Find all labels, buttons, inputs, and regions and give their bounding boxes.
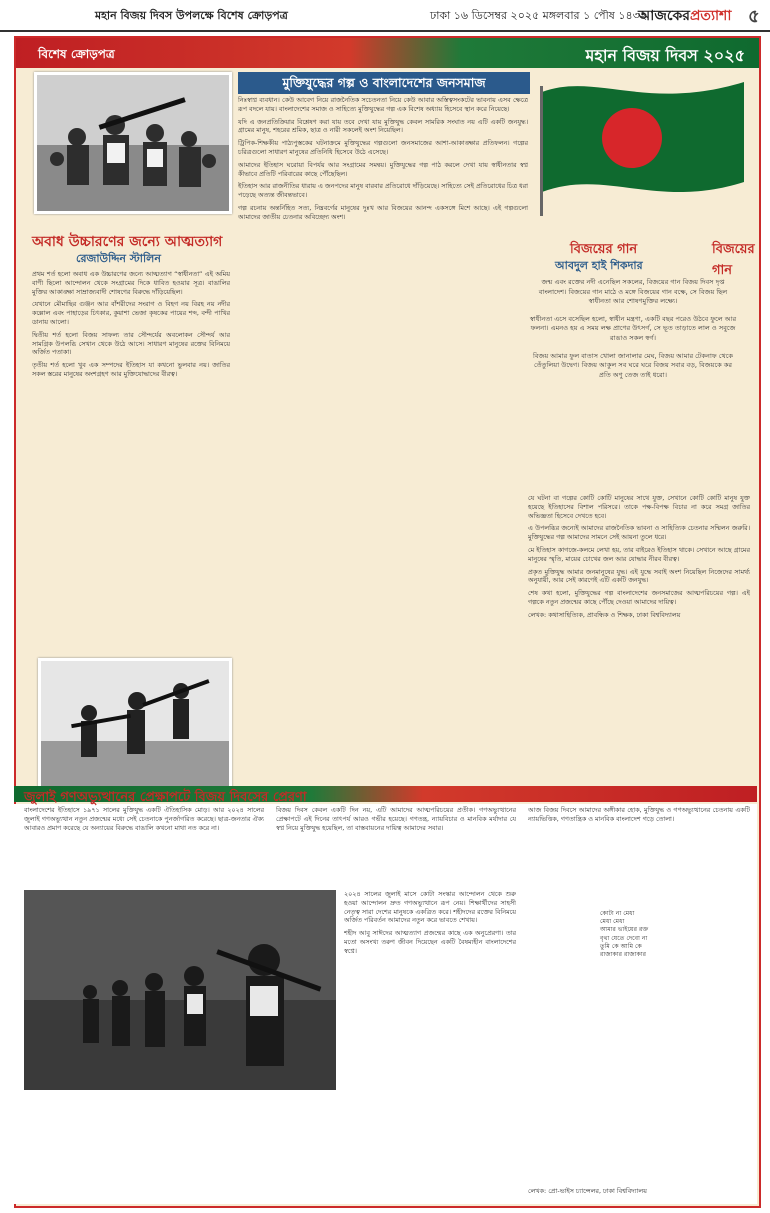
logo-prefix: আজকের	[638, 8, 690, 24]
slogan-line: তুমি কে আমি কে	[600, 942, 642, 950]
mid-paragraph: আমাদের ইতিহাস ঘরোয়া বিপর্যয় আর সংগ্রামের সমন্বয়। মুক্তিযুদ্ধের গল্প পাঠ করলে দেখা যায় স্বাধীনতার স্বপ্ন কীভাবে প্রতিটি পরিবারের কাছে পৌঁছেছিল।	[238, 160, 528, 178]
july-paragraph: বাংলাদেশের ইতিহাসে ১৯৭১ সালের মুক্তিযুদ্ধ একটি ঐতিহাসিক মোড়। আর ২০২৪ সালের জুলাই গণঅভ্যুত্থান নতুন প্রজন্মের মধ্যে সেই চেতনাকে পুনর্জাগরিত করেছে। ছাত্র-জনতার ঐক্য আবারও প্রমাণ করেছে যে অন্যায়ের বিরুদ্ধে বাঙালি কখনো মাথা নত করে না।	[24, 806, 264, 832]
poem-author: আবদুল হাই শিকদার	[555, 259, 643, 272]
mid-article-body	[238, 96, 528, 538]
supplement-header	[16, 38, 759, 68]
slogan-line: আমার ভাইয়ের রক্ত	[600, 926, 649, 934]
slogan-line: কোটা না মেধা	[600, 910, 635, 917]
poem-stanza: বিজয় আমার ফুল বাতাস খোলা জানালার মেঘ, বিজয় আমার টেকনাফ থেকে তেঁতুলিয়া উদ্বেগ। বিজয় আকুল সব ঘরে ঘরে বিজয় সবার বড়, বিজয়কে কর প্রতি অণু তেজ তাই ধরো।	[532, 351, 734, 379]
right-paragraph: শেষ কথা হলো, মুক্তিযুদ্ধের গল্প বাংলাদেশের জনসমাজের আত্মপরিচয়ের গল্প। এই গল্পকে নতুন প্রজন্মের কাছে পৌঁছে দেওয়া আমাদের দায়িত্ব।	[528, 589, 750, 606]
header-left-label: বিশেষ ক্রোড়পত্র	[38, 47, 115, 61]
poem-title-visible: বিজয়ের গান	[570, 242, 638, 257]
soldiers-illustration	[41, 661, 229, 789]
header-right-title: মহান বিজয় দিবস ২০২৫	[585, 46, 745, 65]
left-article-body	[32, 270, 230, 652]
july-paragraph: আজ বিজয় দিবসে আমাদের অঙ্গীকার হোক, মুক্তিযুদ্ধ ও গণঅভ্যুত্থানের চেতনায় একটি ন্যায়ভিত্তিক, গণতান্ত্রিক ও মানবিক বাংলাদেশ গড়ে তোলা।	[528, 806, 750, 823]
right-article-body	[528, 494, 750, 784]
protest-march-illustration	[24, 890, 336, 1090]
left-paragraph: দ্বিতীয় শর্ত হলো বিজয় সাফল্য তার সৌন্দর্যের অবলোকন সৌন্দর্য আর সামগ্রিক উপলব্ধি সেখান থেকে উঠে আসে। সাধারণ মানুষের রক্তের বিনিময়ে অর্জিত পতাকা।	[32, 330, 230, 357]
slogan-line: মেধা মেধা	[600, 918, 625, 926]
logo-suffix: প্রত্যাশা	[689, 8, 732, 24]
masthead	[0, 0, 770, 32]
poem-stanza: স্বাধীনতা এসে বসেছিল হলো, স্বাধীন মন্ত্রণা, একটি বছর পরেও উঠবে ফুলে আর ফলনা। এমনও হয় এ সময় লক্ষ প্রাণের উৎসর্গ, সে ভূত তাড়াতে লাল ও সবুজে রাঙাও সকল স্বর্গ।	[529, 314, 737, 342]
masthead-date: ঢাকা ১৬ ডিসেম্বর ২০২৫ মঙ্গলবার ১ পৌষ ১৪৩২	[430, 9, 647, 22]
right-paragraph: এ উপলব্ধির জন্যেই আমাদের রাজনৈতিক ভাবনা ও সাহিত্যিক চেতনার সম্মিলন জরুরি। মুক্তিযুদ্ধের গল্প আমাদের সামনে সেই আয়না তুলে ধরে।	[528, 524, 750, 542]
july-article-intro	[24, 806, 264, 886]
masthead-section-line: মহান বিজয় দিবস উপলক্ষে বিশেষ ক্রোড়পত্র	[95, 9, 288, 22]
flag-illustration	[536, 72, 750, 222]
bangladesh-flag-icon	[536, 72, 750, 222]
july-paragraph: বিজয় দিবস কেবল একটি দিন নয়, এটি আমাদের আত্মপরিচয়ের প্রতীক। গণঅভ্যুত্থানের প্রেক্ষাপটে এই দিনের তাৎপর্য আরও গভীর হয়েছে। গণতন্ত্র, ন্যায়বিচার ও মানবিক মর্যাদার যে স্বপ্ন নিয়ে মুক্তিযুদ্ধ হয়েছিল, তা বাস্তবায়নের দায়িত্ব আমাদের সবার।	[276, 806, 516, 832]
july-paragraph: ২০২৪ সালের জুলাই মাসে কোটা সংস্কার আন্দোলন থেকে শুরু হওয়া আন্দোলন দ্রুত গণঅভ্যুত্থানে রূপ নেয়। শিক্ষার্থীদের সাহসী নেতৃত্ব সারা দেশের মানুষকে একত্রিত করে। শহীদদের রক্তের বিনিময়ে অর্জিত পরিবর্তন আমাদের নতুন করে ভাবতে শেখায়।	[344, 890, 516, 925]
mid-article-banner: মুক্তিযুদ্ধের গল্প ও বাংলাদেশের জনসমাজ	[238, 72, 530, 94]
july-article-col2	[276, 806, 516, 886]
right-byline: লেখক: কথাসাহিত্যিক, প্রাবন্ধিক ও শিক্ষক, ঢাকা বিশ্ববিদ্যালয়	[528, 610, 681, 619]
july-paragraph: শহীদ আবু সাঈদের আত্মত্যাগ প্রজন্মের কাছে এক অনুপ্রেরণা। তার মতো অসংখ্য তরুণ জীবন দিয়েছেন একটি বৈষম্যহীন বাংলাদেশের স্বপ্নে।	[344, 929, 516, 955]
left-paragraph: তৃতীয় শর্ত হলো খুব এক সম্পদের ইতিহাস যা কখনো ভুলবার নয়। জাতির সকল স্তরের মানুষের অংশগ্রহণ আর মুক্তিযোদ্ধাদের বীরত্ব।	[32, 361, 230, 378]
july-byline: লেখক: প্রো-ভাইস চ্যান্সেলর, ঢাকা বিশ্ববিদ্যালয়	[528, 1187, 647, 1195]
left-article-title: অবাধ উচ্চারণের জন্যে আত্মত্যাগ	[32, 234, 223, 250]
slogan-line: বৃথা যেতে দেবো না	[600, 934, 648, 942]
left-paragraph: যেখানে মৌমাছির গুঞ্জন আর বাঁশরীদের সংরাগ ও বিহগ নয় বিরহ নয় নদীর কল্লোল এবং পাহাড়ের চিৎকার, কুয়াশা ভেজা কৃষকের পায়ের শব্দ, বন্দী পাখির ডানায় আলো।	[32, 300, 230, 326]
mid-paragraph: নিঃস্বাপ্ন ব্যবধান। কেউ আবেগ নিয়ে রাজনৈতিক সচেতনতা নিয়ে কেউ আবার অস্তিত্বসংকটের ভাবনায় এসব ক্ষেত্রে রূপ বদলে যায়। বাংলাদেশের সমাজ ও সাহিত্যে মুক্তিযুদ্ধের গল্প এক বিশেষ অধ্যায় হিসেবে স্থান করে নিয়েছে।	[238, 96, 528, 113]
mid-paragraph: ইতিহাস আর রাজনীতির ধারায় এ জনপদের মানুষ বারবার প্রতিরোধে দাঁড়িয়েছে। সাহিত্যে সেই প্রতিরোধের চিত্র ধরা পড়েছে অত্যন্ত জীবন্তভাবে।	[238, 182, 528, 200]
left-paragraph: প্রথম শর্ত হলো অবাধ এক উচ্চারণের জন্যে আত্মত্যাগ “স্বাধীনতা” এই অমিয় বাণী ছিলো আন্দোলন থেকে সংগ্রামের দিকে ধাবিত হওয়ার সূত্র। বাঙালির মুক্তির আকাঙ্ক্ষা সাম্রাজ্যবাদী শোষণের বিরুদ্ধে দাঁড়িয়েছিল।	[32, 270, 230, 296]
page-number: ৫	[748, 6, 760, 27]
july-article-col3	[344, 890, 516, 1190]
protest-march-photo	[24, 890, 336, 1090]
freedom-fighters-photo	[34, 72, 232, 214]
slogan-line: রাজাকার রাজাকার	[600, 951, 647, 959]
mid-paragraph: যদি এ জনপ্রতিক্রিয়ার বিশ্লেষণ করা যায় তবে দেখা যায় মুক্তিযুদ্ধ কেবল সামরিক সংঘাত নয় এটি একটি জনযুদ্ধ। গ্রামের মানুষ, শহরের শ্রমিক, ছাত্র ও নারী সকলেই অংশ নিয়েছিল।	[238, 117, 528, 135]
poem-title: বিজয়ের গান	[712, 242, 755, 278]
soldiers-photo	[38, 658, 232, 792]
poem-stanza: জন্ম এবং রক্তের নদী এনেছিল সকলের, বিজয়ের গান বিজয় দিবস দৃপ্ত বাংলাদেশ। বিজয়ের গান মাঠে ও মঙ্গে বিজয়ের গান বক্ষে, সে বিজয় ছিল স্বাধীনতা আর শোষণমুক্তির লক্ষ্যে।	[538, 278, 728, 306]
newspaper-logo	[638, 4, 731, 28]
mid-paragraph: গল্প রচনায় অন্তর্নিহিত সত্য, নিম্নবর্গের মানুষের দুঃখ আর বিজয়ের আনন্দ একসঙ্গে মিশে আছে। এই গল্পগুলো আমাদের জাতীয় চেতনার অবিচ্ছেদ্য অংশ।	[238, 203, 528, 221]
freedom-fighters-illustration	[37, 75, 229, 211]
right-paragraph: মে ইতিহাস কাগজে-কলমে লেখা হয়, তার বাইরেও ইতিহাস থাকে। সেখানে আছে গ্রামের মানুষের স্মৃতি, মায়ের চোখের জল আর যোদ্ধার নীরব বীরত্ব।	[528, 545, 750, 563]
mid-paragraph: ট্রিপিক-শিক্ষকীয় পাঠ্যপুস্তকের ঘটনাক্রমে মুক্তিযুদ্ধের গল্পগুলো জনসমাজের আশা-আকাঙ্ক্ষার প্রতিফলন। গল্পের চরিত্রগুলো সাধারণ মানুষের প্রতিনিধি হিসেবে উঠে এসেছে।	[238, 139, 528, 156]
right-paragraph: যে ঘটনা বা গল্পের কোটি কোটি মানুষের সাথে যুক্ত, সেখানে কোটি কোটি মানুষ যুক্ত হয়েছে ইতিহাসের বিশাল পরিসরে। তাকে পক্ষ-বিপক্ষ বিচার না করে সমগ্র জাতির অভিজ্ঞতা হিসেবে দেখতে হবে।	[528, 494, 750, 520]
july-article-col4	[528, 806, 750, 906]
july-article-title: জুলাই গণঅভ্যুত্থানের প্রেক্ষাপটে বিজয় দিবসের প্রেরণা	[24, 790, 307, 805]
slogan-list	[600, 910, 648, 959]
poem-body	[528, 278, 738, 388]
left-article-author: রেজাউদ্দিন স্টালিন	[76, 252, 161, 265]
right-paragraph: প্রকৃত মুক্তিযুদ্ধ আমার জনমানুষের যুদ্ধ। এই যুদ্ধে সবাই অংশ নিয়েছিল নিজেদের সামর্থ্য অনুযায়ী, আর সেই কারণেই এটি একটি জনযুদ্ধ।	[528, 567, 750, 585]
